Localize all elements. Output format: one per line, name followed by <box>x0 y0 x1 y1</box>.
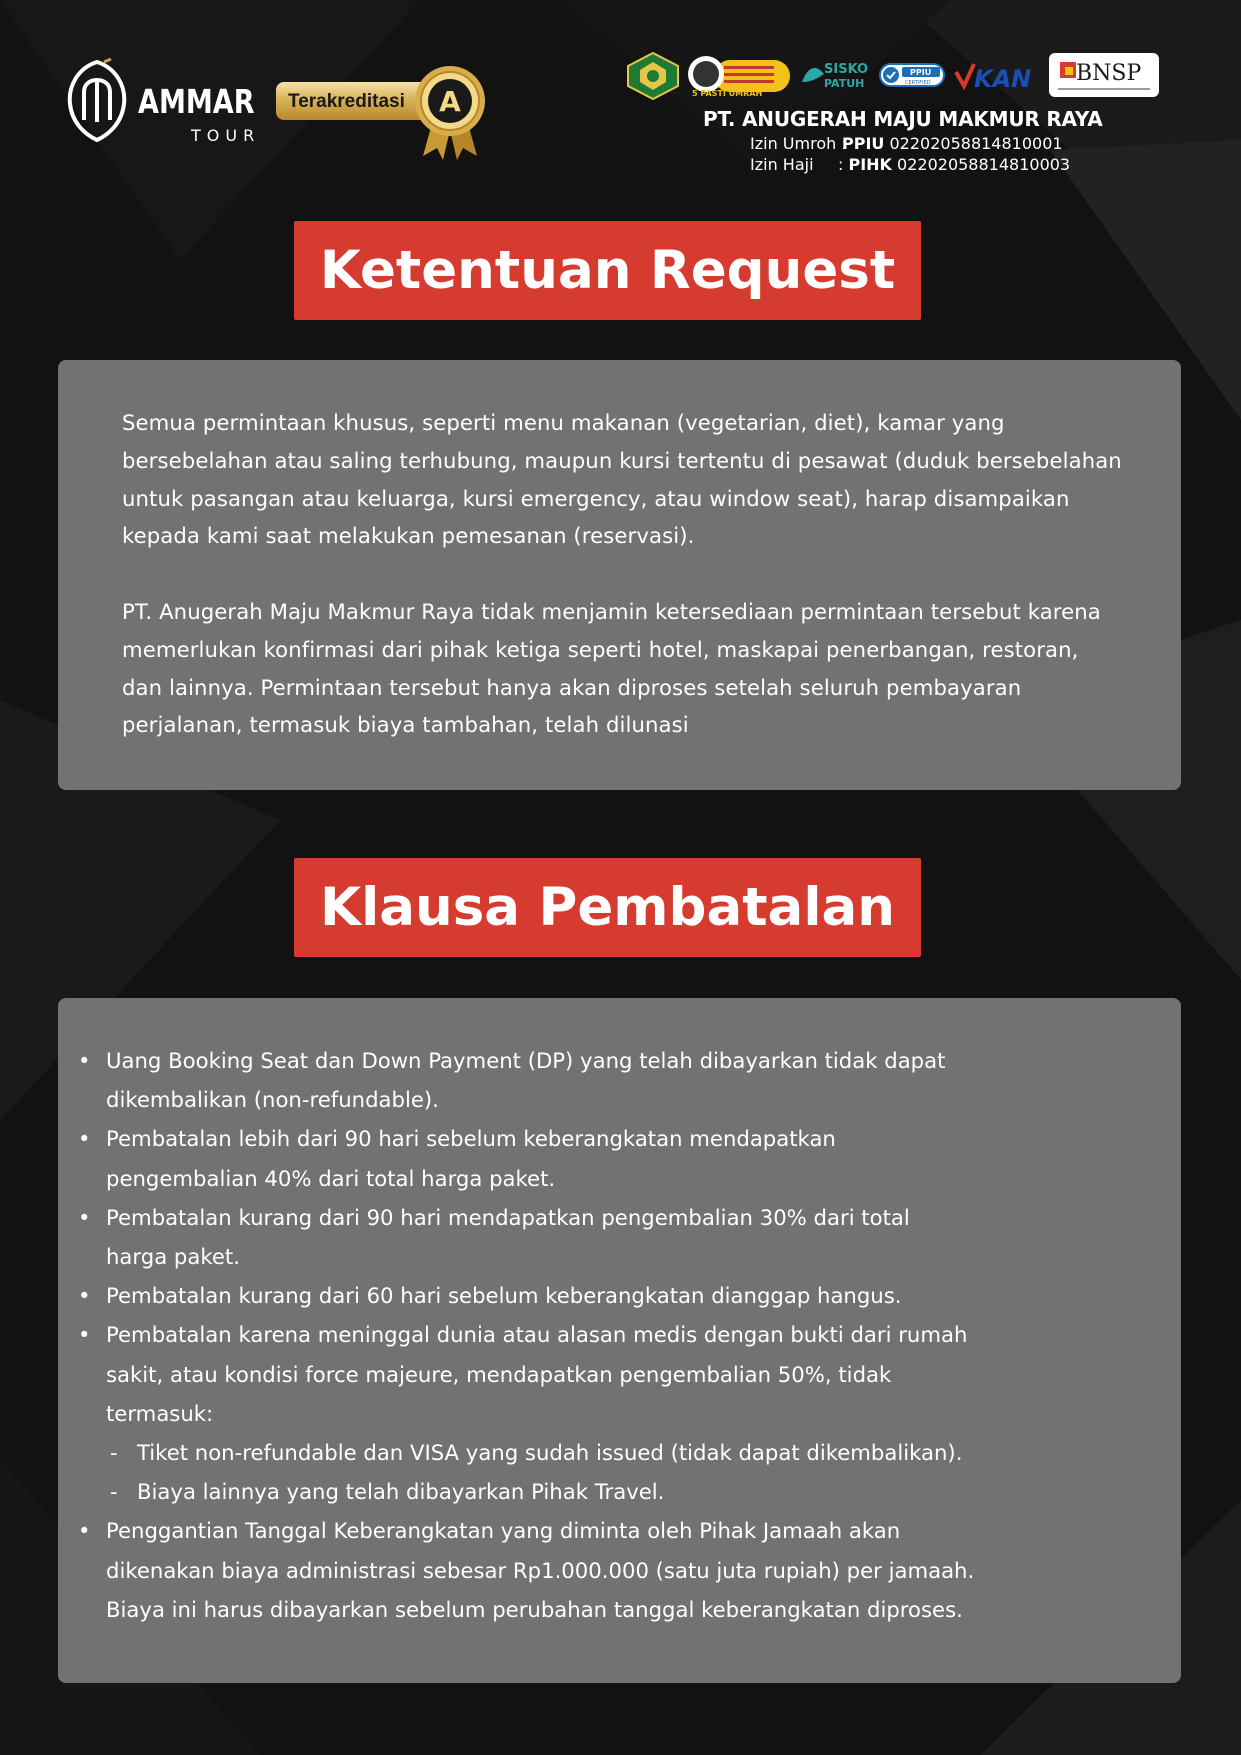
izin-haji-number: 02202058814810003 <box>897 155 1071 174</box>
brand-subtitle: TOUR <box>191 126 261 145</box>
pembatalan-list <box>106 1041 1116 1629</box>
ppiu-text: PPIU <box>910 68 932 77</box>
list-item-continuation: sakit, atau kondisi force majeure, mendapatkan pengembalian 50%, tidak <box>106 1361 892 1387</box>
izin-haji-type: PIHK <box>848 155 892 174</box>
accreditation-grade: A <box>439 85 461 118</box>
kan-text: KAN <box>974 65 1032 93</box>
izin-haji-line <box>750 155 1070 174</box>
izin-umroh-line <box>750 134 1063 153</box>
list-item: • Pembatalan karena meninggal dunia atau alasan medis dengan bukti dari rumah <box>106 1315 1116 1354</box>
company-name: PT. ANUGERAH MAJU MAKMUR RAYA <box>703 107 1103 131</box>
bnsp-text: BNSP <box>1076 61 1142 86</box>
ppiu-certified-logo-icon <box>878 52 946 100</box>
brand-name: AMMAR <box>138 82 255 121</box>
izin-umroh-label: Izin Umroh : <box>750 134 847 153</box>
list-item: • Pembatalan lebih dari 90 hari sebelum keberangkatan mendapatkan <box>106 1119 1116 1158</box>
sisko-patuh-logo-icon <box>800 52 872 100</box>
list-item-continuation: dikenakan biaya administrasi sebesar Rp1.000.000 (satu juta rupiah) per jamaah. <box>106 1557 975 1583</box>
partner-logos <box>626 52 1160 102</box>
izin-umroh-number: 02202058814810001 <box>889 134 1063 153</box>
klausa-pembatalan-title: Klausa Pembatalan <box>294 858 921 957</box>
accreditation-label: Terakreditasi <box>288 91 405 112</box>
list-item-continuation: Biaya ini harus dibayarkan sebelum perubahan tanggal keberangkatan diproses. <box>106 1596 963 1622</box>
list-item-continuation: harga paket. <box>106 1244 240 1270</box>
sisko-text: SISKO <box>824 62 869 77</box>
list-item: • Pembatalan kurang dari 60 hari sebelum keberangkatan dianggap hangus. <box>106 1276 1116 1315</box>
pasti-umrah-text: 5 PASTI UMRAH <box>692 89 763 98</box>
ketentuan-paragraph-2: PT. Anugerah Maju Makmur Raya tidak menjamin ketersediaan permintaan tersebut karena memerlukan konfirmasi dari pihak ketiga seperti hotel, maskapai penerbangan, restoran, dan lainnya. Permintaan tersebut hanya akan diproses setelah seluruh pembayaran perjalanan, termasuk biaya tambahan, telah dilunasi <box>122 599 1101 738</box>
list-item: • Pembatalan kurang dari 90 hari mendapatkan pengembalian 30% dari total <box>106 1198 1116 1237</box>
izin-haji-separator: : <box>838 155 844 174</box>
ketentuan-paragraph-1: Semua permintaan khusus, seperti menu makanan (vegetarian, diet), kamar yang bersebelahan atau saling terhubung, maupun kursi tertentu di pesawat (duduk bersebelahan untuk pasangan atau keluarga, kursi emergency, atau window seat), harap disampaikan kepada kami saat melakukan pemesanan (reservasi). <box>122 410 1122 549</box>
patuh-text: PATUH <box>824 77 865 90</box>
izin-umroh-type: PPIU <box>842 134 885 153</box>
list-item-continuation: termasuk: <box>106 1400 214 1426</box>
medal-icon <box>413 64 487 160</box>
pasti-umrah-logo-icon <box>686 52 792 100</box>
sub-list-item: - Biaya lainnya yang telah dibayarkan Pihak Travel. <box>106 1472 1116 1511</box>
bnsp-logo-icon <box>1048 52 1160 100</box>
list-item: • Penggantian Tanggal Keberangkatan yang diminta oleh Pihak Jamaah akan <box>106 1511 1116 1550</box>
list-item-continuation: pengembalian 40% dari total harga paket. <box>106 1165 556 1191</box>
kemenag-logo-icon <box>626 52 680 100</box>
list-item: • Uang Booking Seat dan Down Payment (DP) yang telah dibayarkan tidak dapat <box>106 1041 1116 1080</box>
list-item-continuation: dikembalikan (non-refundable). <box>106 1087 439 1113</box>
accreditation-badge <box>276 64 486 160</box>
ketentuan-request-title: Ketentuan Request <box>294 221 921 320</box>
ketentuan-request-card <box>58 360 1181 790</box>
izin-haji-label: Izin Haji <box>750 155 814 174</box>
ammar-emblem-icon <box>64 58 130 142</box>
sub-list-item: - Tiket non-refundable dan VISA yang sudah issued (tidak dapat dikembalikan). <box>106 1433 1116 1472</box>
brand-logo <box>64 56 261 146</box>
kan-logo-icon <box>952 52 1038 100</box>
ppiu-certified-text: CERTIFIED <box>905 80 931 86</box>
